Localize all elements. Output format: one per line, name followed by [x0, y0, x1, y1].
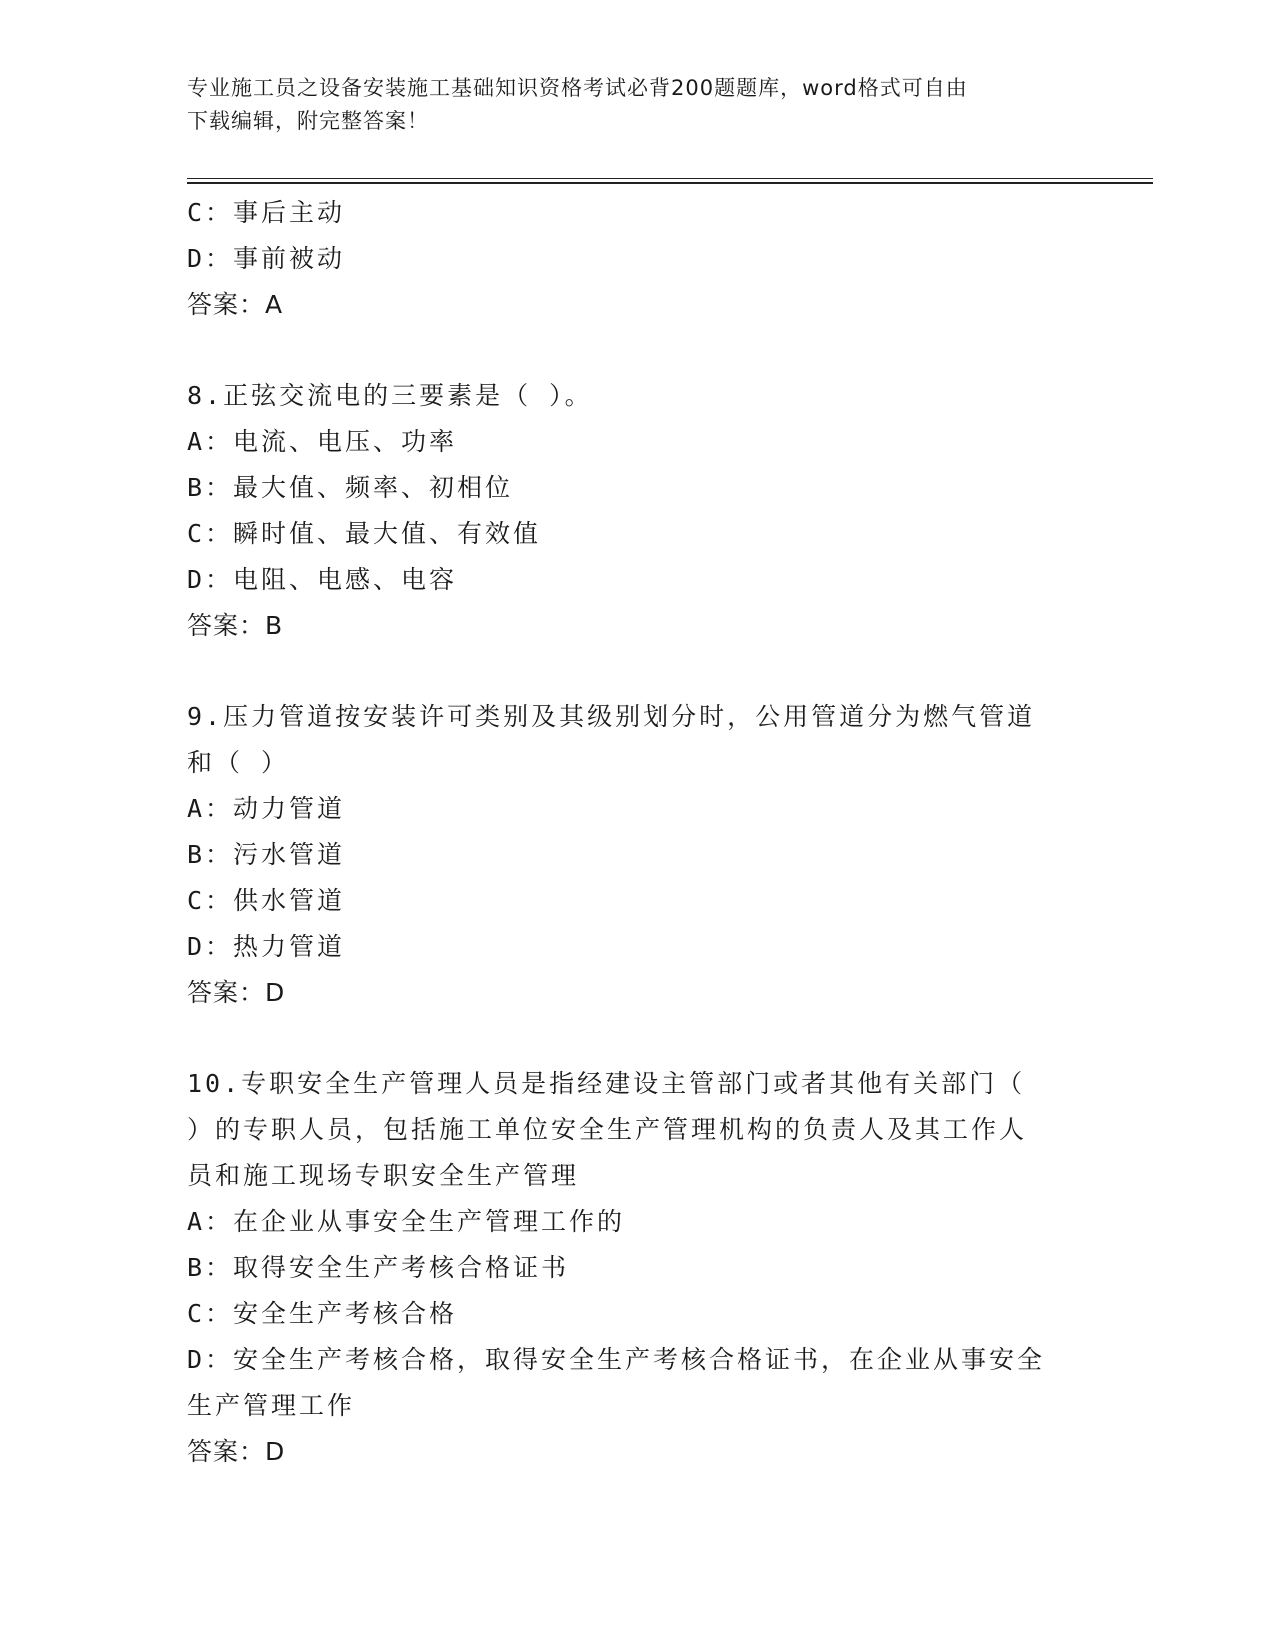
question-text: 8.正弦交流电的三要素是（ ）。: [187, 381, 593, 410]
previous-question-tail: [187, 190, 1087, 328]
document-header: [187, 72, 1087, 138]
header-divider-thick: [187, 182, 1153, 184]
header-line-1: 专业施工员之设备安装施工基础知识资格考试必背200题题库，word格式可自由: [187, 76, 968, 100]
answer: 答案：D: [187, 978, 286, 1007]
question-8: [187, 373, 1087, 649]
header-divider-thin: [187, 178, 1153, 179]
question-9: [187, 694, 1087, 1016]
option-d: D：事前被动: [187, 244, 346, 273]
question-text-line-2: ）的专职人员，包括施工单位安全生产管理机构的负责人及其工作人: [187, 1115, 1028, 1144]
option-d: D：热力管道: [187, 932, 346, 961]
answer: 答案：B: [187, 611, 284, 640]
question-text-line-1: 10.专职安全生产管理人员是指经建设主管部门或者其他有关部门（: [187, 1069, 1026, 1098]
question-text-line-2: 和（ ）: [187, 748, 290, 777]
question-10: [187, 1061, 1087, 1475]
option-c: C：供水管道: [187, 886, 346, 915]
option-b: B：取得安全生产考核合格证书: [187, 1253, 570, 1282]
option-d-line-2: 生产管理工作: [187, 1391, 356, 1420]
option-c: C：事后主动: [187, 198, 346, 227]
question-text-line-3: 员和施工现场专职安全生产管理: [187, 1161, 580, 1190]
option-b: B：污水管道: [187, 840, 346, 869]
option-a: A：在企业从事安全生产管理工作的: [187, 1207, 626, 1236]
option-c: C：安全生产考核合格: [187, 1299, 458, 1328]
question-text-line-1: 9.压力管道按安装许可类别及其级别划分时，公用管道分为燃气管道: [187, 702, 1036, 731]
option-b: B：最大值、频率、初相位: [187, 473, 514, 502]
option-c: C：瞬时值、最大值、有效值: [187, 519, 542, 548]
answer: 答案：A: [187, 290, 284, 319]
header-line-2: 下载编辑，附完整答案！: [187, 109, 429, 133]
option-a: A：动力管道: [187, 794, 346, 823]
option-a: A：电流、电压、功率: [187, 427, 458, 456]
option-d: D：电阻、电感、电容: [187, 565, 458, 594]
option-d-line-1: D：安全生产考核合格，取得安全生产考核合格证书，在企业从事安全: [187, 1345, 1046, 1374]
answer: 答案：D: [187, 1437, 286, 1466]
question-list: [187, 190, 1087, 1475]
